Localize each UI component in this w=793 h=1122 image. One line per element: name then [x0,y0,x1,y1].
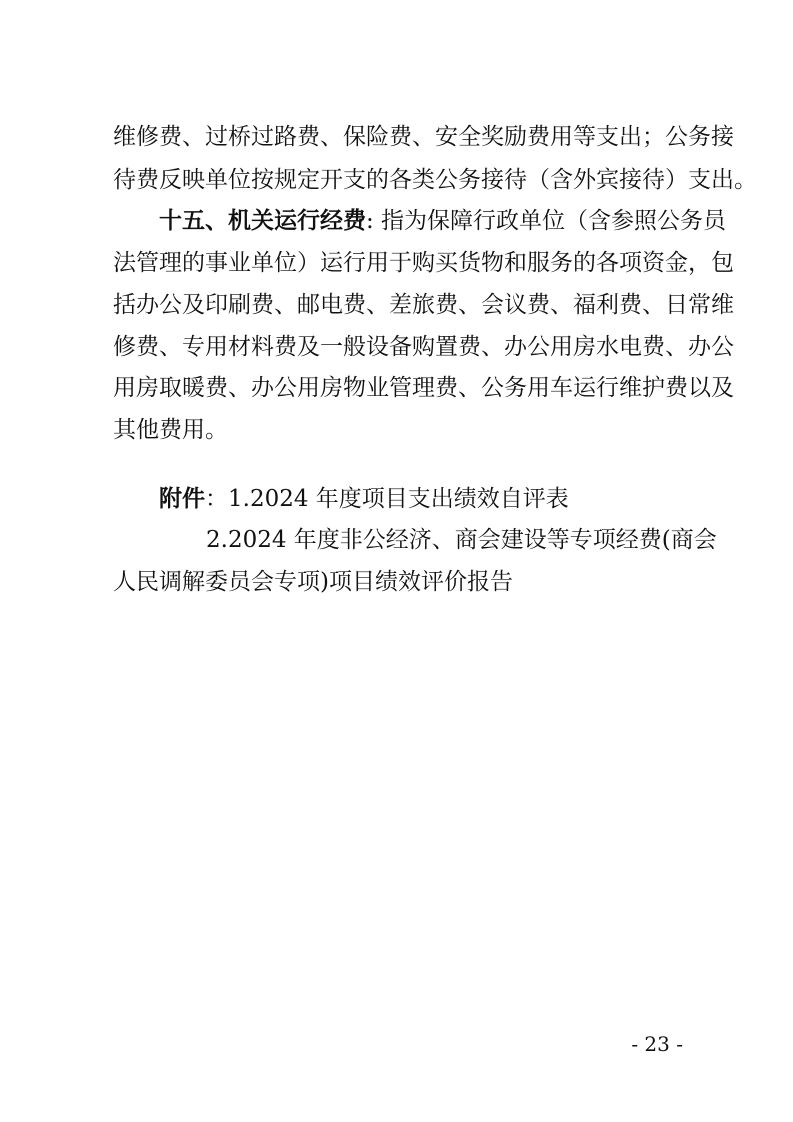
attachment-label: 附件 [159,486,205,512]
paragraph-text: : 指为保障行政单位（含参照公务员 [366,208,727,234]
paragraph-line [159,201,727,241]
paragraph-line: 法管理的事业单位）运行用于购买货物和服务的各项资金，包 [113,250,734,276]
paragraph-line: 维修费、过桥过路费、保险费、安全奖励费用等支出；公务接 [113,124,734,150]
paragraph-line: 待费反映单位按规定开支的各类公务接待（含外宾接待）支出。 [113,167,757,193]
page-number: - 23 - [631,1032,683,1056]
attachment-item: 2.2024 年度非公经济、商会建设等专项经费(商会 [206,527,717,553]
attachment-line [159,479,685,519]
paragraph-line: 其他费用。 [113,417,228,443]
section-heading: 十五、机关运行经费 [159,208,366,234]
attachment-item: 人民调解委员会专项)项目绩效评价报告 [113,569,513,595]
paragraph-line: 修费、专用材料费及一般设备购置费、办公用房水电费、办公 [113,334,734,360]
attachment-item: ：1.2024 年度项目支出绩效自评表 [205,486,569,512]
paragraph-line: 括办公及印刷费、邮电费、差旅费、会议费、福利费、日常维 [113,292,734,318]
paragraph-line: 用房取暖费、办公用房物业管理费、公务用车运行维护费以及 [113,375,734,401]
